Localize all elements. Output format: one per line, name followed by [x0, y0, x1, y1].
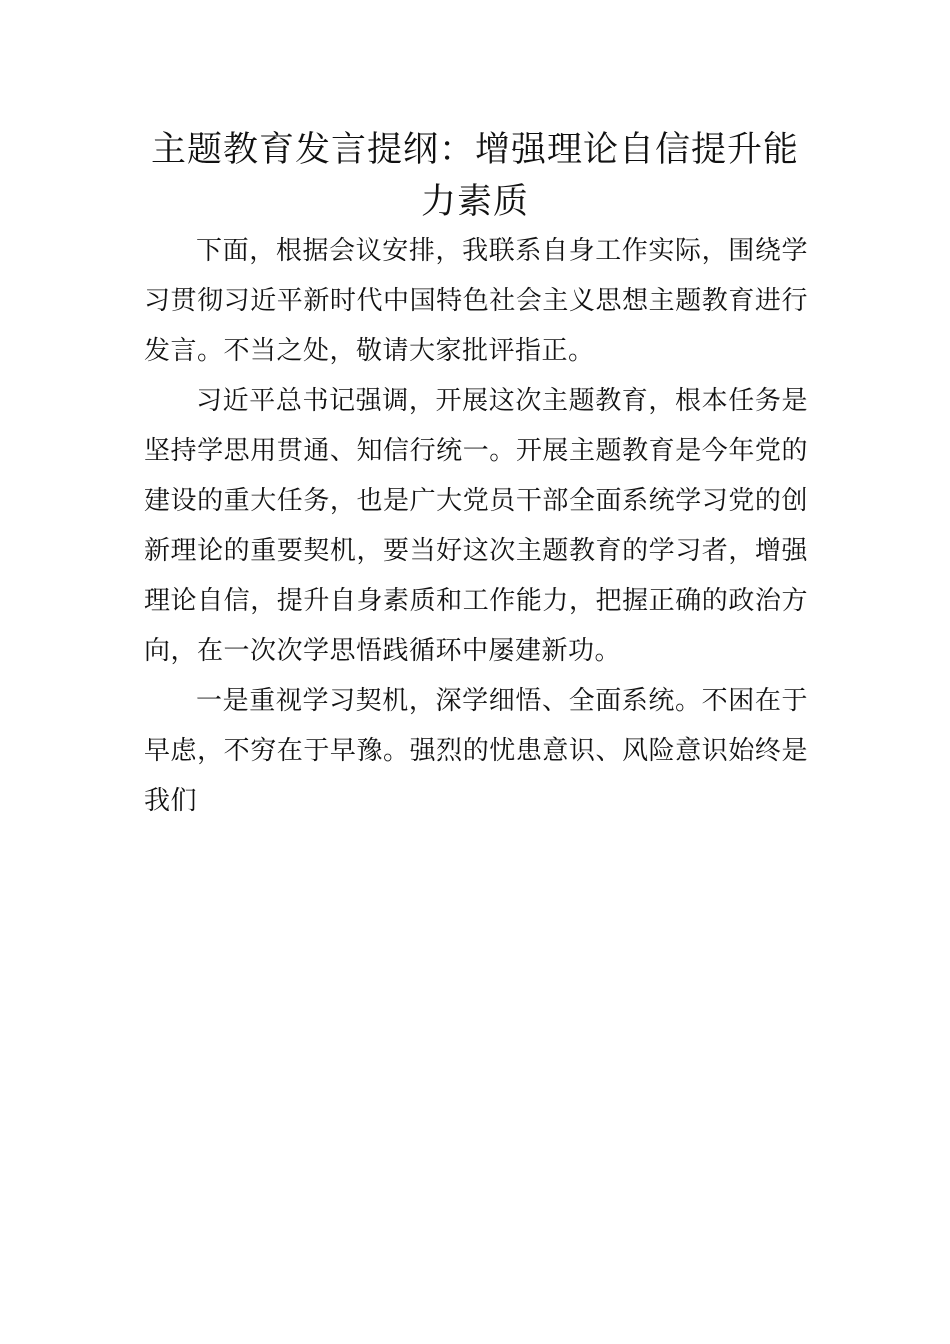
- paragraph-intro: 下面，根据会议安排，我联系自身工作实际，围绕学习贯彻习近平新时代中国特色社会主义思想主题教育进行发言。不当之处，敬请大家批评指正。: [144, 236, 808, 366]
- paragraph-point-one: 一是重视学习契机，深学细悟、全面系统。不困在于早虑，不穷在于早豫。强烈的忧患意识、风险意识始终是我们: [144, 686, 808, 816]
- document-title: 主题教育发言提纲：增强理论自信提升能力素质: [150, 130, 799, 222]
- document-body: [144, 226, 808, 826]
- paragraph-task: 习近平总书记强调，开展这次主题教育，根本任务是坚持学思用贯通、知信行统一。开展主题教育是今年党的建设的重大任务，也是广大党员干部全面系统学习党的创新理论的重要契机，要当好这次主题教育的学习者，增强理论自信，提升自身素质和工作能力，把握正确的政治方向，在一次次学思悟践循环中屡建新功。: [144, 386, 808, 666]
